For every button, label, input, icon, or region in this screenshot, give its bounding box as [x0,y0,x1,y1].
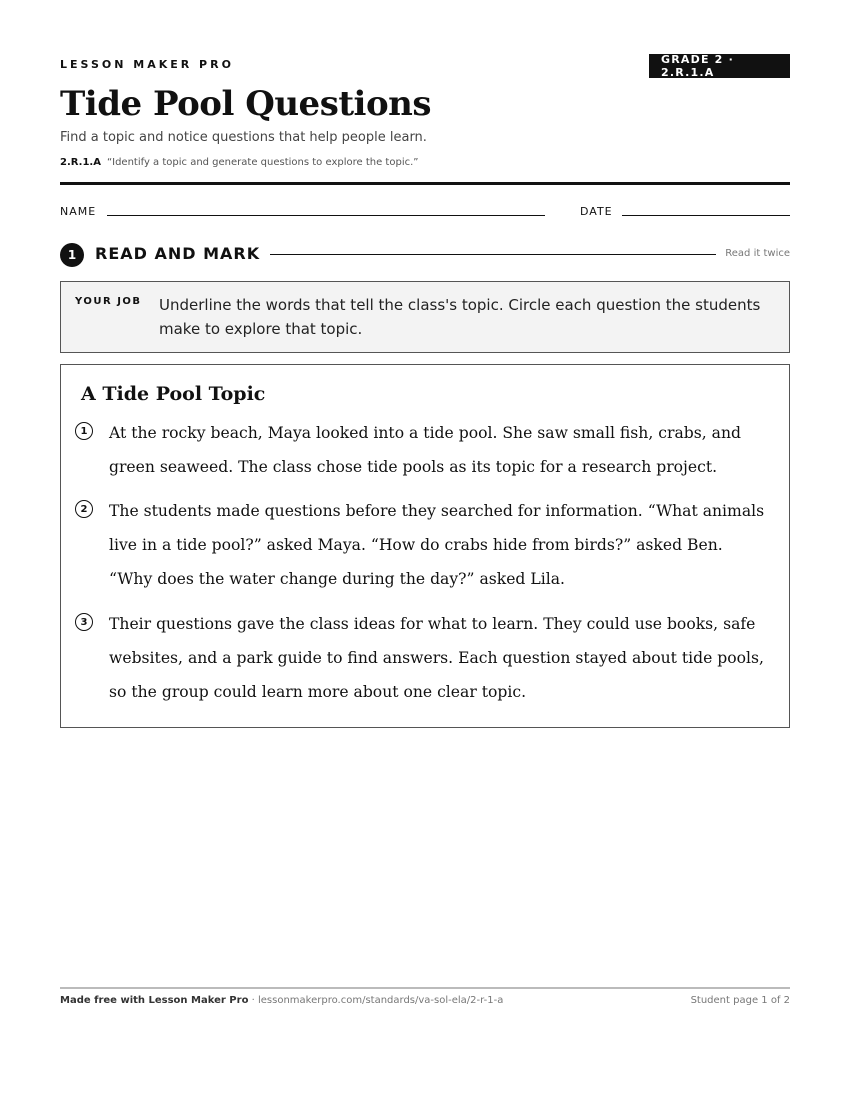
your-job-instructions: Underline the words that tell the class's topic. Circle each question the students make to explore that topic. [159,296,761,338]
passage-box [60,364,790,728]
name-field[interactable] [107,215,545,216]
footer-url-link[interactable]: lessonmakerpro.com/standards/va-sol-ela/2-r-1-a [257,995,504,1006]
paragraph-number-badge: 2 [75,500,93,518]
page-title: Tide Pool Questions [60,84,431,124]
section-title: READ AND MARK [95,244,261,263]
page-subtitle: Find a topic and notice questions that help people learn. [60,130,427,145]
grade-badge: GRADE 2 · 2.R.1.A [649,54,790,78]
paragraph-number-badge: 1 [75,422,93,440]
date-field[interactable] [622,215,790,216]
section-note: Read it twice [725,248,790,259]
paragraph-number-badge: 3 [75,613,93,631]
standard-text: “Identify a topic and generate questions to explore the topic.” [106,157,419,168]
name-label: NAME [60,205,97,218]
footer-page-number: Student page 1 of 2 [690,995,790,1006]
footer-credit [60,995,503,1006]
brand-name: LESSON MAKER PRO [60,58,234,71]
worksheet-page [60,0,790,1100]
section-number-badge: 1 [60,243,84,267]
standard-code: 2.R.1.A [60,157,101,168]
date-label: DATE [580,205,613,218]
footer-divider [60,987,790,989]
section-divider [270,254,716,255]
footer-separator: · [248,995,258,1006]
your-job-label: YOUR JOB [75,296,142,307]
passage-title: A Tide Pool Topic [81,383,266,405]
paragraph-text: Their questions gave the class ideas for what to learn. They could use books, safe websites, and a park guide to find answers. Each question stayed about tide pools, so the group could learn more about one clear topic. [109,615,765,701]
header-divider [60,182,790,185]
standard-line [60,157,418,168]
your-job-box [60,281,790,353]
paragraph-text: The students made questions before they searched for information. “What animals live in a tide pool?” asked Maya. “How do crabs hide from birds?” asked Ben. “Why does the water change during the day?” asked Lila. [109,502,765,588]
footer-made-with: Made free with Lesson Maker Pro [60,995,249,1006]
paragraph-text: At the rocky beach, Maya looked into a tide pool. She saw small fish, crabs, and green seaweed. The class chose tide pools as its topic for a research project. [109,424,741,476]
